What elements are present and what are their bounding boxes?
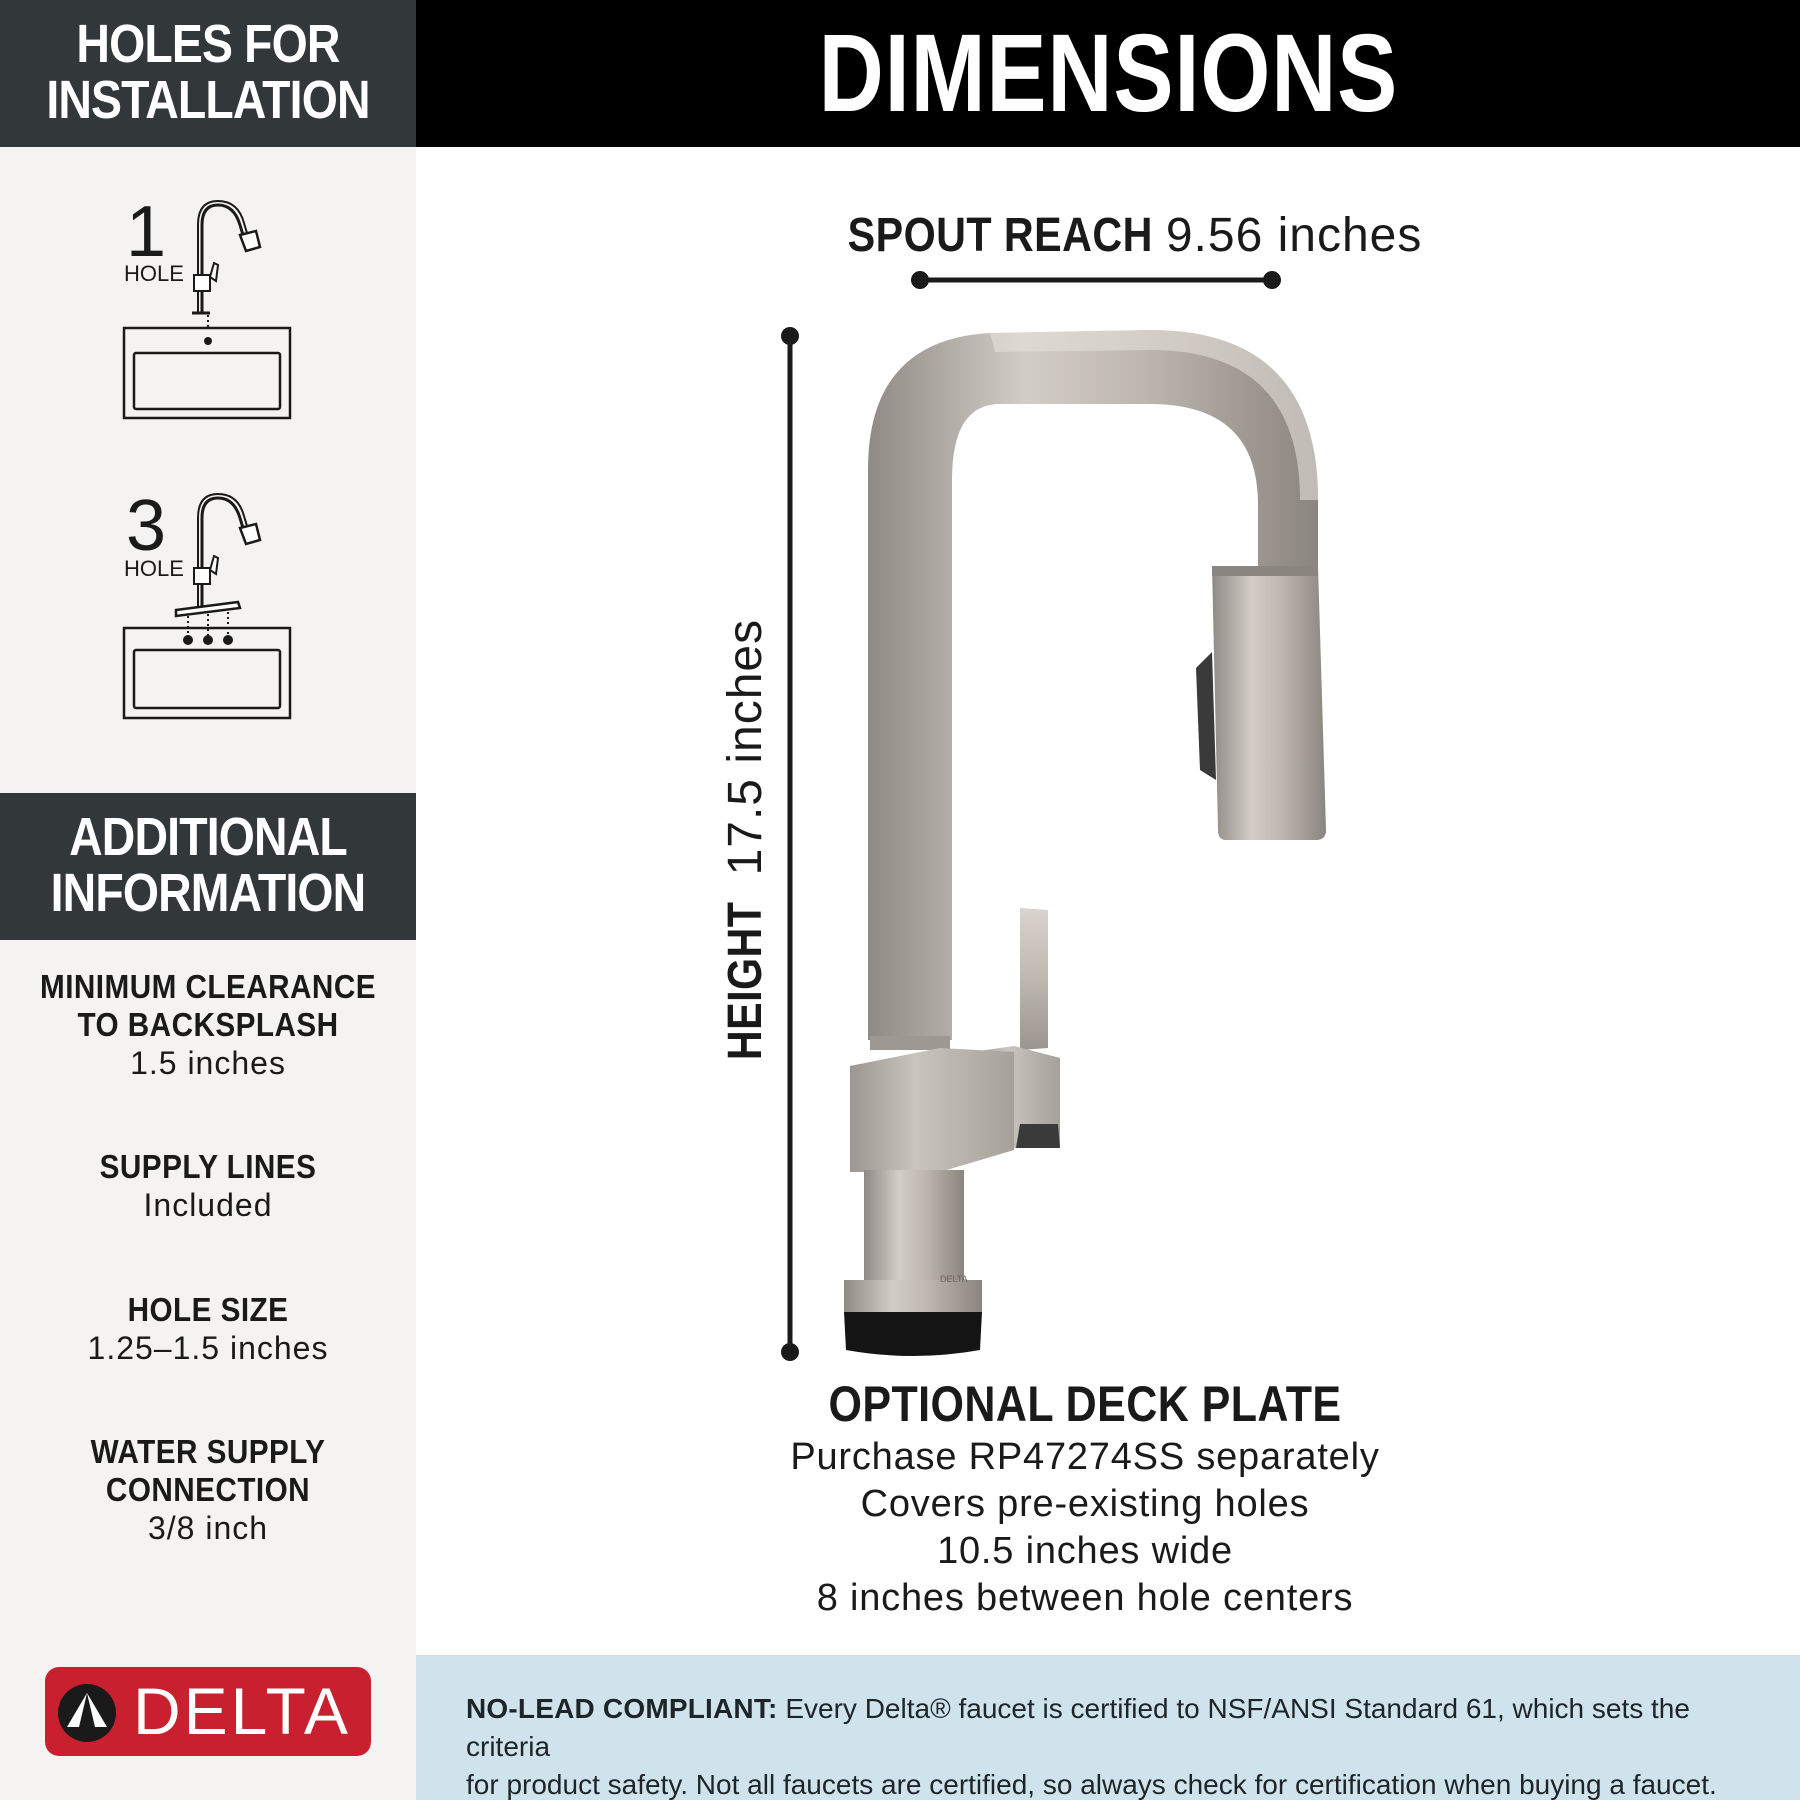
faucet-base-column	[864, 1170, 964, 1280]
faucet-base-gasket	[844, 1312, 982, 1356]
info-value: Included	[143, 1187, 273, 1223]
three-hole-label: HOLE	[124, 556, 184, 581]
height-value: 17.5 inches	[719, 618, 772, 876]
no-lead-footer	[416, 1655, 1800, 1800]
deck-plate-line: 10.5 inches wide	[937, 1530, 1233, 1572]
footer-text	[466, 1690, 1766, 1804]
info-title: MINIMUM CLEARANCE	[40, 968, 376, 1005]
info-title: CONNECTION	[105, 1471, 311, 1508]
footer-line-1: Every Delta® faucet is certified to NSF/ANSI Standard 61, which sets the criteria	[466, 1693, 1690, 1762]
info-title: WATER SUPPLY	[90, 1433, 326, 1470]
faucet-brand-mark: DELTA	[940, 1274, 968, 1284]
info-title: HOLE SIZE	[127, 1291, 289, 1328]
faucet-body	[850, 1048, 1014, 1172]
footer-line-2: for product safety. Not all faucets are certified, so always check for certification when buying a faucet.	[466, 1769, 1717, 1800]
spout-reach-title: SPOUT REACH	[847, 209, 1153, 262]
spout-reach-value: 9.56 inches	[1165, 209, 1423, 262]
deck-plate-title: OPTIONAL DECK PLATE	[828, 1376, 1342, 1432]
info-title: SUPPLY LINES	[99, 1148, 317, 1185]
deck-plate-line: Purchase RP47274SS separately	[790, 1436, 1380, 1478]
optional-deck-plate	[700, 1374, 1470, 1622]
info-value: 1.5 inches	[130, 1045, 286, 1081]
deck-plate-line: Covers pre-existing holes	[860, 1483, 1310, 1525]
additional-header-line-1: ADDITIONAL	[69, 807, 347, 867]
faucet-spray-head	[1212, 566, 1326, 840]
additional-header-line-2: INFORMATION	[50, 863, 366, 923]
info-title: TO BACKSPLASH	[77, 1006, 339, 1043]
one-hole-number: 1	[126, 192, 167, 272]
delta-wordmark: DELTA	[133, 1674, 351, 1748]
page-title: DIMENSIONS	[818, 12, 1398, 135]
no-lead-compliant-label: NO-LEAD COMPLIANT:	[466, 1693, 778, 1724]
holes-header-line-1: HOLES FOR	[76, 14, 340, 74]
deck-plate-line: 8 inches between hole centers	[816, 1577, 1354, 1619]
spray-button	[1196, 652, 1216, 780]
one-hole-label: HOLE	[124, 261, 184, 286]
three-hole-number: 3	[126, 486, 167, 566]
height-title: HEIGHT	[719, 901, 772, 1061]
info-value: 3/8 inch	[147, 1510, 269, 1546]
holes-header-line-2: INSTALLATION	[46, 70, 370, 130]
info-value: 1.25–1.5 inches	[87, 1330, 329, 1366]
faucet-handle-lever	[1020, 908, 1048, 1050]
